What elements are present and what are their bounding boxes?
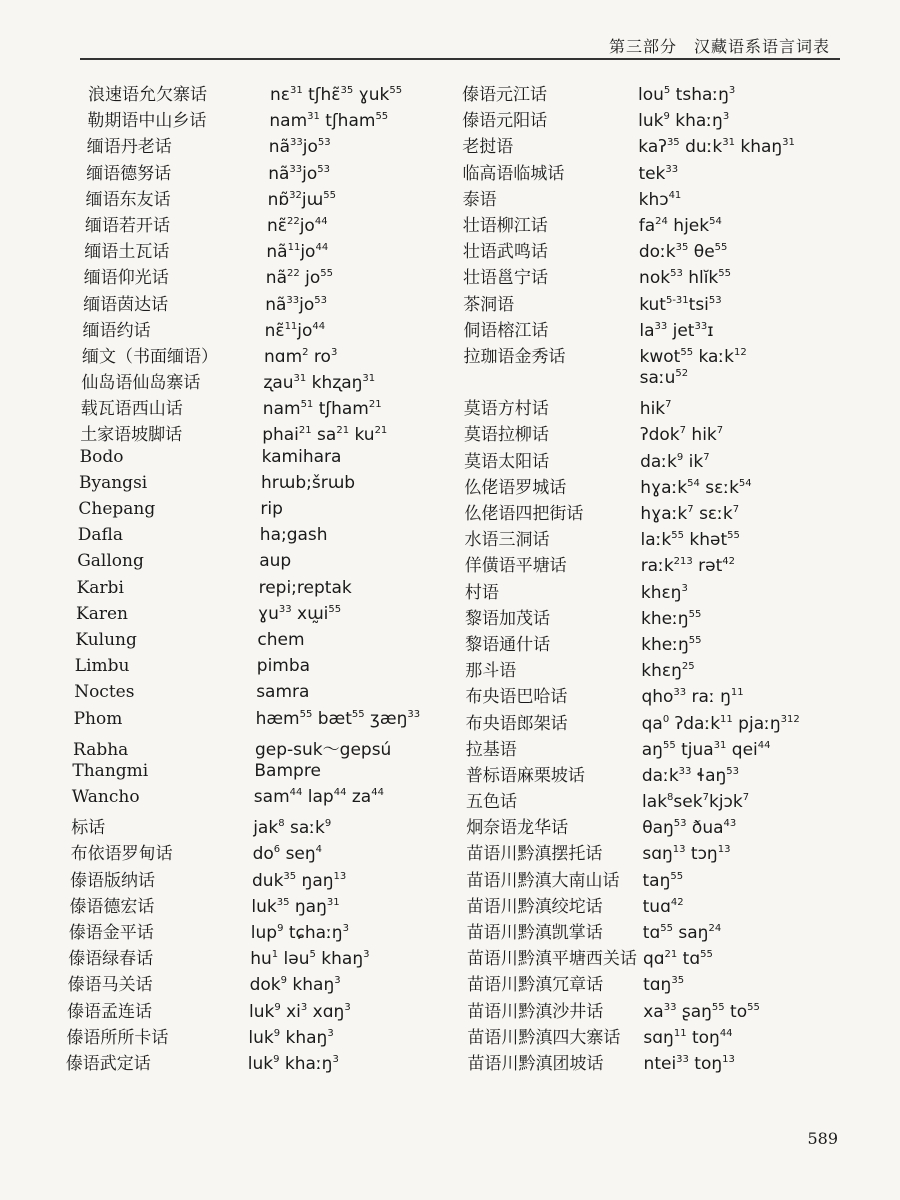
language-name: 苗语川黔滇绞坨话 bbox=[466, 896, 603, 917]
phonetic-form: laːk$^{55}$ khət$^{55}$ bbox=[640, 530, 740, 551]
entry-row bbox=[60, 1049, 450, 1075]
phonetic-form: luk$^9$ khaŋ$^3$ bbox=[248, 1027, 334, 1048]
phonetic-form: hrɯb;šrɯb bbox=[261, 472, 356, 493]
phonetic-form: $fa^{24}$ hjek$^{54}$ bbox=[638, 215, 722, 236]
phonetic-form: daːk$^{33}$ ɬaŋ$^{53}$ bbox=[641, 765, 740, 786]
language-name: 缅文（书面缅语） bbox=[82, 346, 218, 367]
entry-row bbox=[462, 211, 862, 237]
language-name: 拉基语 bbox=[465, 739, 517, 760]
phonetic-form: nam$^{51}$ tʃham$^{21}$ bbox=[262, 399, 382, 420]
language-name: Dafla bbox=[77, 525, 124, 546]
entry-row bbox=[462, 866, 862, 892]
phonetic-form: doːk$^{35}$ $\theta e^{55}$ bbox=[638, 242, 728, 263]
entry-row bbox=[462, 342, 862, 368]
phonetic-form: ntei$^{33}$ toŋ$^{13}$ bbox=[643, 1053, 735, 1074]
right-column bbox=[462, 80, 862, 1075]
language-name: 傣语版纳话 bbox=[70, 870, 155, 891]
page-header bbox=[80, 28, 840, 60]
entry-row bbox=[60, 918, 450, 944]
phonetic-form: hæm$^{55}$ bæt$^{55}$ ʒæŋ$^{33}$ bbox=[255, 708, 421, 729]
language-name: 苗语川黔滇四大寨话 bbox=[467, 1027, 621, 1048]
language-name: 缅语约话 bbox=[82, 320, 151, 341]
entry-row bbox=[462, 578, 862, 604]
phonetic-form: ʔdok$^7$ hik$^7$ bbox=[639, 425, 724, 446]
entry-row bbox=[60, 447, 450, 473]
phonetic-form: nɒ̃$^{32}$jɯ$^{55}$ bbox=[267, 189, 336, 210]
entry-row bbox=[60, 80, 450, 106]
phonetic-form: $nã^{33}jo^{53}$ bbox=[268, 137, 331, 158]
language-name: 苗语川黔滇摆托话 bbox=[466, 844, 603, 865]
language-name: 苗语川黔滇团坡话 bbox=[467, 1053, 604, 1074]
language-name: 壮语武鸣话 bbox=[462, 242, 548, 263]
entry-row bbox=[60, 709, 450, 735]
phonetic-form: Bampre bbox=[254, 760, 321, 781]
phonetic-form: sɑŋ$^{11}$ toŋ$^{44}$ bbox=[643, 1027, 733, 1048]
phonetic-form: hɣaːk$^7$ sɛːk$^7$ bbox=[640, 504, 740, 524]
language-name: 土家语坡脚话 bbox=[80, 425, 183, 446]
language-name: 莫语拉柳话 bbox=[463, 425, 549, 446]
language-name: 苗语川黔滇大南山话 bbox=[466, 870, 620, 891]
language-name: Rabha bbox=[73, 739, 129, 760]
language-name: 傣语马关话 bbox=[67, 975, 153, 996]
entry-row bbox=[462, 394, 862, 420]
entry-row bbox=[60, 316, 450, 342]
phonetic-form: kheːŋ$^{55}$ bbox=[641, 608, 702, 629]
entry-row bbox=[60, 368, 450, 394]
language-name: 傣语孟连话 bbox=[67, 1001, 152, 1022]
language-name: Kulung bbox=[75, 629, 137, 650]
phonetic-form: tɑ$^{55}$ saŋ$^{24}$ bbox=[642, 923, 722, 943]
phonetic-form: $do^6$ seŋ$^4$ bbox=[252, 844, 323, 865]
language-name: 苗语川黔滇冗章话 bbox=[467, 975, 604, 996]
page-number: 589 bbox=[807, 1129, 838, 1148]
phonetic-form: daːk$^9$ $ik^7$ bbox=[640, 451, 710, 472]
language-name: 壮语柳江话 bbox=[462, 215, 548, 236]
phonetic-form: hik$^7$ bbox=[639, 399, 672, 420]
phonetic-form: duk$^{35}$ ŋaŋ$^{13}$ bbox=[252, 870, 347, 891]
entry-row bbox=[462, 970, 862, 996]
entry-row bbox=[462, 420, 862, 446]
phonetic-form: lup$^9$ tɕhaːŋ$^3$ bbox=[250, 923, 349, 943]
phonetic-form: sam$^{44}$ lap$^{44}$ $za^{44}$ bbox=[253, 787, 384, 808]
entry-row bbox=[60, 656, 450, 682]
entry-row bbox=[60, 237, 450, 263]
phonetic-form: ʐau$^{31}$ khʐaŋ$^{31}$ bbox=[263, 373, 376, 394]
entry-row bbox=[462, 473, 862, 499]
entry-row bbox=[462, 80, 862, 106]
entry-row bbox=[60, 473, 450, 499]
entry-row bbox=[462, 185, 862, 211]
phonetic-form: luk$^9$ $xi^3$ xɑŋ$^3$ bbox=[249, 1001, 351, 1022]
entry-row bbox=[60, 970, 450, 996]
entry-row bbox=[60, 290, 450, 316]
language-name: 傣语德宏话 bbox=[69, 896, 155, 917]
phonetic-form: repi;reptak bbox=[258, 577, 352, 598]
entry-row bbox=[60, 682, 450, 708]
language-name: 普标语麻栗坡话 bbox=[465, 765, 585, 786]
language-name: 仙岛语仙岛寨话 bbox=[81, 373, 201, 394]
phonetic-form: dok$^9$ khaŋ$^3$ bbox=[249, 975, 341, 996]
language-name: 布央语巴哈话 bbox=[465, 687, 568, 708]
phonetic-form: gep-suk～gepsú bbox=[255, 739, 392, 760]
language-name: 缅语茵达话 bbox=[83, 294, 169, 315]
language-name: 拉珈语金秀话 bbox=[463, 346, 566, 367]
language-name: 缅语土瓦话 bbox=[84, 242, 170, 263]
language-name: 仫佬语罗城话 bbox=[464, 477, 567, 498]
phonetic-form: khɔ$^{41}$ bbox=[638, 189, 682, 210]
entry-row bbox=[60, 420, 450, 446]
language-name: 炯奈语龙华话 bbox=[466, 818, 569, 839]
language-name: 苗语川黔滇凯掌话 bbox=[466, 923, 603, 943]
header-title: 第三部分 汉藏语系语言词表 bbox=[608, 37, 830, 56]
language-name: 莫语方村话 bbox=[463, 399, 549, 420]
phonetic-form: $qa^0$ ʔdaːk$^{11}$ pjaːŋ$^{312}$ bbox=[641, 713, 800, 734]
entry-row bbox=[60, 551, 450, 577]
language-name: 缅语东友话 bbox=[85, 189, 171, 210]
language-name: 傣语金平话 bbox=[68, 923, 154, 943]
language-name: 苗语川黔滇沙井话 bbox=[467, 1001, 604, 1022]
entry-row bbox=[60, 944, 450, 970]
phonetic-form: khɛŋ$^3$ bbox=[640, 582, 688, 603]
phonetic-form: aup bbox=[259, 551, 292, 572]
language-name: Limbu bbox=[74, 656, 130, 677]
phonetic-form: $nɛ̃^{11}jo^{44}$ bbox=[264, 320, 326, 341]
entry-row bbox=[60, 813, 450, 839]
entry-row bbox=[462, 237, 862, 263]
phonetic-form: tek$^{33}$ bbox=[638, 163, 679, 184]
entry-row bbox=[60, 839, 450, 865]
entry-row bbox=[462, 892, 862, 918]
phonetic-form: taŋ$^{55}$ bbox=[642, 870, 684, 891]
phonetic-form: luk$^{35}$ ŋaŋ$^{31}$ bbox=[251, 896, 340, 917]
phonetic-form: luk$^9$ khaːŋ$^3$ bbox=[638, 111, 730, 132]
entry-row bbox=[462, 813, 862, 839]
entry-row bbox=[462, 368, 862, 394]
language-name: Bodo bbox=[79, 446, 124, 467]
phonetic-form: rip bbox=[260, 499, 283, 519]
entry-row bbox=[462, 944, 862, 970]
entry-row bbox=[462, 761, 862, 787]
language-name: 缅语仰光话 bbox=[83, 268, 169, 289]
phonetic-form: chem bbox=[257, 629, 305, 650]
entry-row bbox=[462, 263, 862, 289]
entry-row bbox=[462, 551, 862, 577]
phonetic-form: kamihara bbox=[261, 446, 342, 467]
phonetic-form: sɑŋ$^{13}$ tɔŋ$^{13}$ bbox=[642, 844, 731, 865]
entry-row bbox=[60, 1023, 450, 1049]
entry-row bbox=[60, 892, 450, 918]
phonetic-form: kut$^{5-31}$tsi$^{53}$ bbox=[639, 294, 722, 315]
language-name: 莫语太阳话 bbox=[464, 451, 550, 472]
phonetic-form: lou$^5$ tshaːŋ$^3$ bbox=[638, 85, 736, 105]
phonetic-form: nok$^{53}$ hlĭk$^{55}$ bbox=[639, 268, 732, 289]
language-name: 缅语德努话 bbox=[86, 163, 172, 184]
entry-row bbox=[60, 211, 450, 237]
phonetic-form: hɣaːk$^{54}$ sɛːk$^{54}$ bbox=[640, 477, 752, 498]
language-name: 傣语所所卡话 bbox=[66, 1027, 169, 1048]
entry-row bbox=[462, 132, 862, 158]
language-name: 村语 bbox=[464, 582, 499, 603]
language-name: 佯僙语平塘话 bbox=[464, 556, 567, 577]
language-name: Chepang bbox=[78, 499, 156, 519]
language-name: 布依语罗甸话 bbox=[70, 844, 173, 865]
entry-row bbox=[60, 132, 450, 158]
phonetic-form: tuɑ$^{42}$ bbox=[642, 896, 684, 917]
phonetic-form: kaʔ$^{35}$ duːk$^{31}$ khaŋ$^{31}$ bbox=[638, 137, 795, 158]
entry-row bbox=[60, 159, 450, 185]
entry-row bbox=[462, 447, 862, 473]
phonetic-form: lak$^8$sek$^7$kjɔk$^7$ bbox=[642, 792, 750, 813]
language-name: Karen bbox=[76, 603, 128, 624]
phonetic-form: pimba bbox=[256, 656, 311, 677]
language-name: 侗语榕江话 bbox=[463, 320, 549, 341]
language-name: Thangmi bbox=[72, 760, 149, 781]
phonetic-form: $la^{33}$ jet$^{33}$ɪ bbox=[639, 320, 714, 341]
entry-row bbox=[462, 787, 862, 813]
entry-row bbox=[60, 394, 450, 420]
language-name: Gallong bbox=[77, 551, 144, 572]
entry-row bbox=[60, 185, 450, 211]
language-name: 傣语绿春话 bbox=[68, 949, 154, 970]
phonetic-form: kwot$^{55}$ kaːk$^{12}$ bbox=[639, 346, 747, 367]
entry-row bbox=[60, 342, 450, 368]
language-name: 勒期语中山乡话 bbox=[87, 111, 207, 132]
entry-row bbox=[462, 316, 862, 342]
entry-row bbox=[462, 1023, 862, 1049]
phonetic-form: qho$^{33}$ raː $ŋ^{11}$ bbox=[641, 687, 744, 708]
language-name: Wancho bbox=[71, 787, 140, 808]
phonetic-form: phai$^{21}$ $sa^{21}$ $ku^{21}$ bbox=[262, 425, 388, 446]
language-name: 布央语郎架话 bbox=[465, 713, 568, 734]
entry-row bbox=[60, 630, 450, 656]
phonetic-form: qɑ$^{21}$ tɑ$^{55}$ bbox=[642, 949, 713, 970]
entry-row bbox=[60, 263, 450, 289]
entry-row bbox=[462, 290, 862, 316]
entry-row bbox=[60, 604, 450, 630]
entry-row bbox=[462, 918, 862, 944]
language-name: 临高语临城话 bbox=[462, 163, 565, 184]
entry-row bbox=[60, 578, 450, 604]
language-name: 黎语加茂话 bbox=[465, 608, 550, 629]
phonetic-form: luk$^9$ khaːŋ$^3$ bbox=[247, 1053, 339, 1074]
phonetic-form: raːk$^{213}$ rət$^{42}$ bbox=[640, 556, 736, 577]
language-name: 傣语元阳话 bbox=[462, 111, 548, 132]
phonetic-form: saːu$^{52}$ bbox=[639, 368, 689, 389]
phonetic-form: nam$^{31}$ tʃham$^{55}$ bbox=[269, 111, 389, 132]
phonetic-form: khɛŋ$^{25}$ bbox=[641, 661, 695, 682]
phonetic-form: $xa^{33}$ ʂaŋ$^{55}$ $to^{55}$ bbox=[643, 1001, 760, 1022]
language-name: 傣语元江话 bbox=[462, 85, 547, 105]
language-name: 五色话 bbox=[466, 792, 518, 813]
language-name: 缅语丹老话 bbox=[86, 137, 172, 158]
phonetic-form: nɛ$^{31}$ tʃhɛ̃$^{35}$ ɣuk$^{55}$ bbox=[270, 85, 403, 105]
entry-row bbox=[462, 525, 862, 551]
phonetic-form: ɣu$^{33}$ $xɯ̰i^{55}$ bbox=[258, 603, 342, 624]
phonetic-form: samra bbox=[256, 682, 310, 703]
language-name: 缅语若开话 bbox=[85, 215, 170, 236]
entry-row bbox=[462, 106, 862, 132]
language-name: 苗语川黔滇平塘西关话 bbox=[466, 949, 637, 970]
left-column bbox=[60, 80, 450, 1075]
language-name: Noctes bbox=[74, 682, 135, 703]
phonetic-form: $hu^1$ ləu$^5$ khaŋ$^3$ bbox=[250, 949, 370, 970]
language-name: 浪速语允欠寨话 bbox=[88, 85, 207, 105]
language-name: 那斗语 bbox=[465, 661, 517, 682]
entry-row bbox=[462, 839, 862, 865]
language-name: 壮语邕宁话 bbox=[463, 268, 549, 289]
language-name: 茶洞语 bbox=[463, 294, 515, 315]
phonetic-form: $nã^{22}$ $jo^{55}$ bbox=[265, 268, 333, 289]
entry-row bbox=[462, 997, 862, 1023]
language-name: 标话 bbox=[71, 818, 106, 839]
entry-row bbox=[60, 735, 450, 761]
entry-row bbox=[462, 656, 862, 682]
entry-row bbox=[60, 106, 450, 132]
language-name: Byangsi bbox=[79, 472, 148, 493]
language-name: 仫佬语四把街话 bbox=[464, 504, 584, 524]
entry-row bbox=[462, 1049, 862, 1075]
language-name: 水语三洞话 bbox=[464, 530, 550, 551]
phonetic-form: $nɛ̃^{22}jo^{44}$ bbox=[267, 215, 328, 236]
language-name: 傣语武定话 bbox=[65, 1053, 151, 1074]
entry-row bbox=[60, 499, 450, 525]
entry-row bbox=[60, 787, 450, 813]
entry-row bbox=[462, 630, 862, 656]
phonetic-form: tɑŋ$^{35}$ bbox=[643, 975, 685, 996]
language-name: 泰语 bbox=[462, 189, 497, 210]
phonetic-form: θaŋ$^{53}$ ðua$^{43}$ bbox=[642, 818, 737, 839]
entry-row bbox=[462, 709, 862, 735]
entry-row bbox=[60, 997, 450, 1023]
language-name: 黎语通什话 bbox=[465, 634, 551, 655]
entry-row bbox=[60, 525, 450, 551]
phonetic-form: $nã^{11}jo^{44}$ bbox=[266, 242, 329, 263]
entry-row bbox=[462, 499, 862, 525]
phonetic-form: jak$^8$ saːk$^9$ bbox=[253, 818, 332, 839]
entry-row bbox=[60, 761, 450, 787]
language-name: Karbi bbox=[76, 577, 124, 598]
phonetic-form: kheːŋ$^{55}$ bbox=[641, 634, 702, 655]
entry-row bbox=[462, 682, 862, 708]
phonetic-form: $nã^{33}jo^{53}$ bbox=[265, 294, 327, 315]
phonetic-form: ha;gash bbox=[259, 525, 328, 546]
phonetic-form: $nã^{33}jo^{53}$ bbox=[268, 163, 330, 184]
entry-row bbox=[462, 159, 862, 185]
language-name: Phom bbox=[73, 708, 123, 729]
entry-row bbox=[462, 735, 862, 761]
phonetic-form: nɑm$^2$ $ro^3$ bbox=[264, 346, 338, 367]
entry-row bbox=[462, 604, 862, 630]
language-name: 载瓦语西山话 bbox=[80, 399, 183, 420]
language-name: 老挝语 bbox=[462, 137, 514, 158]
phonetic-form: $aŋ^{55}$ tjua$^{31}$ qei$^{44}$ bbox=[641, 739, 771, 760]
entry-row bbox=[60, 866, 450, 892]
